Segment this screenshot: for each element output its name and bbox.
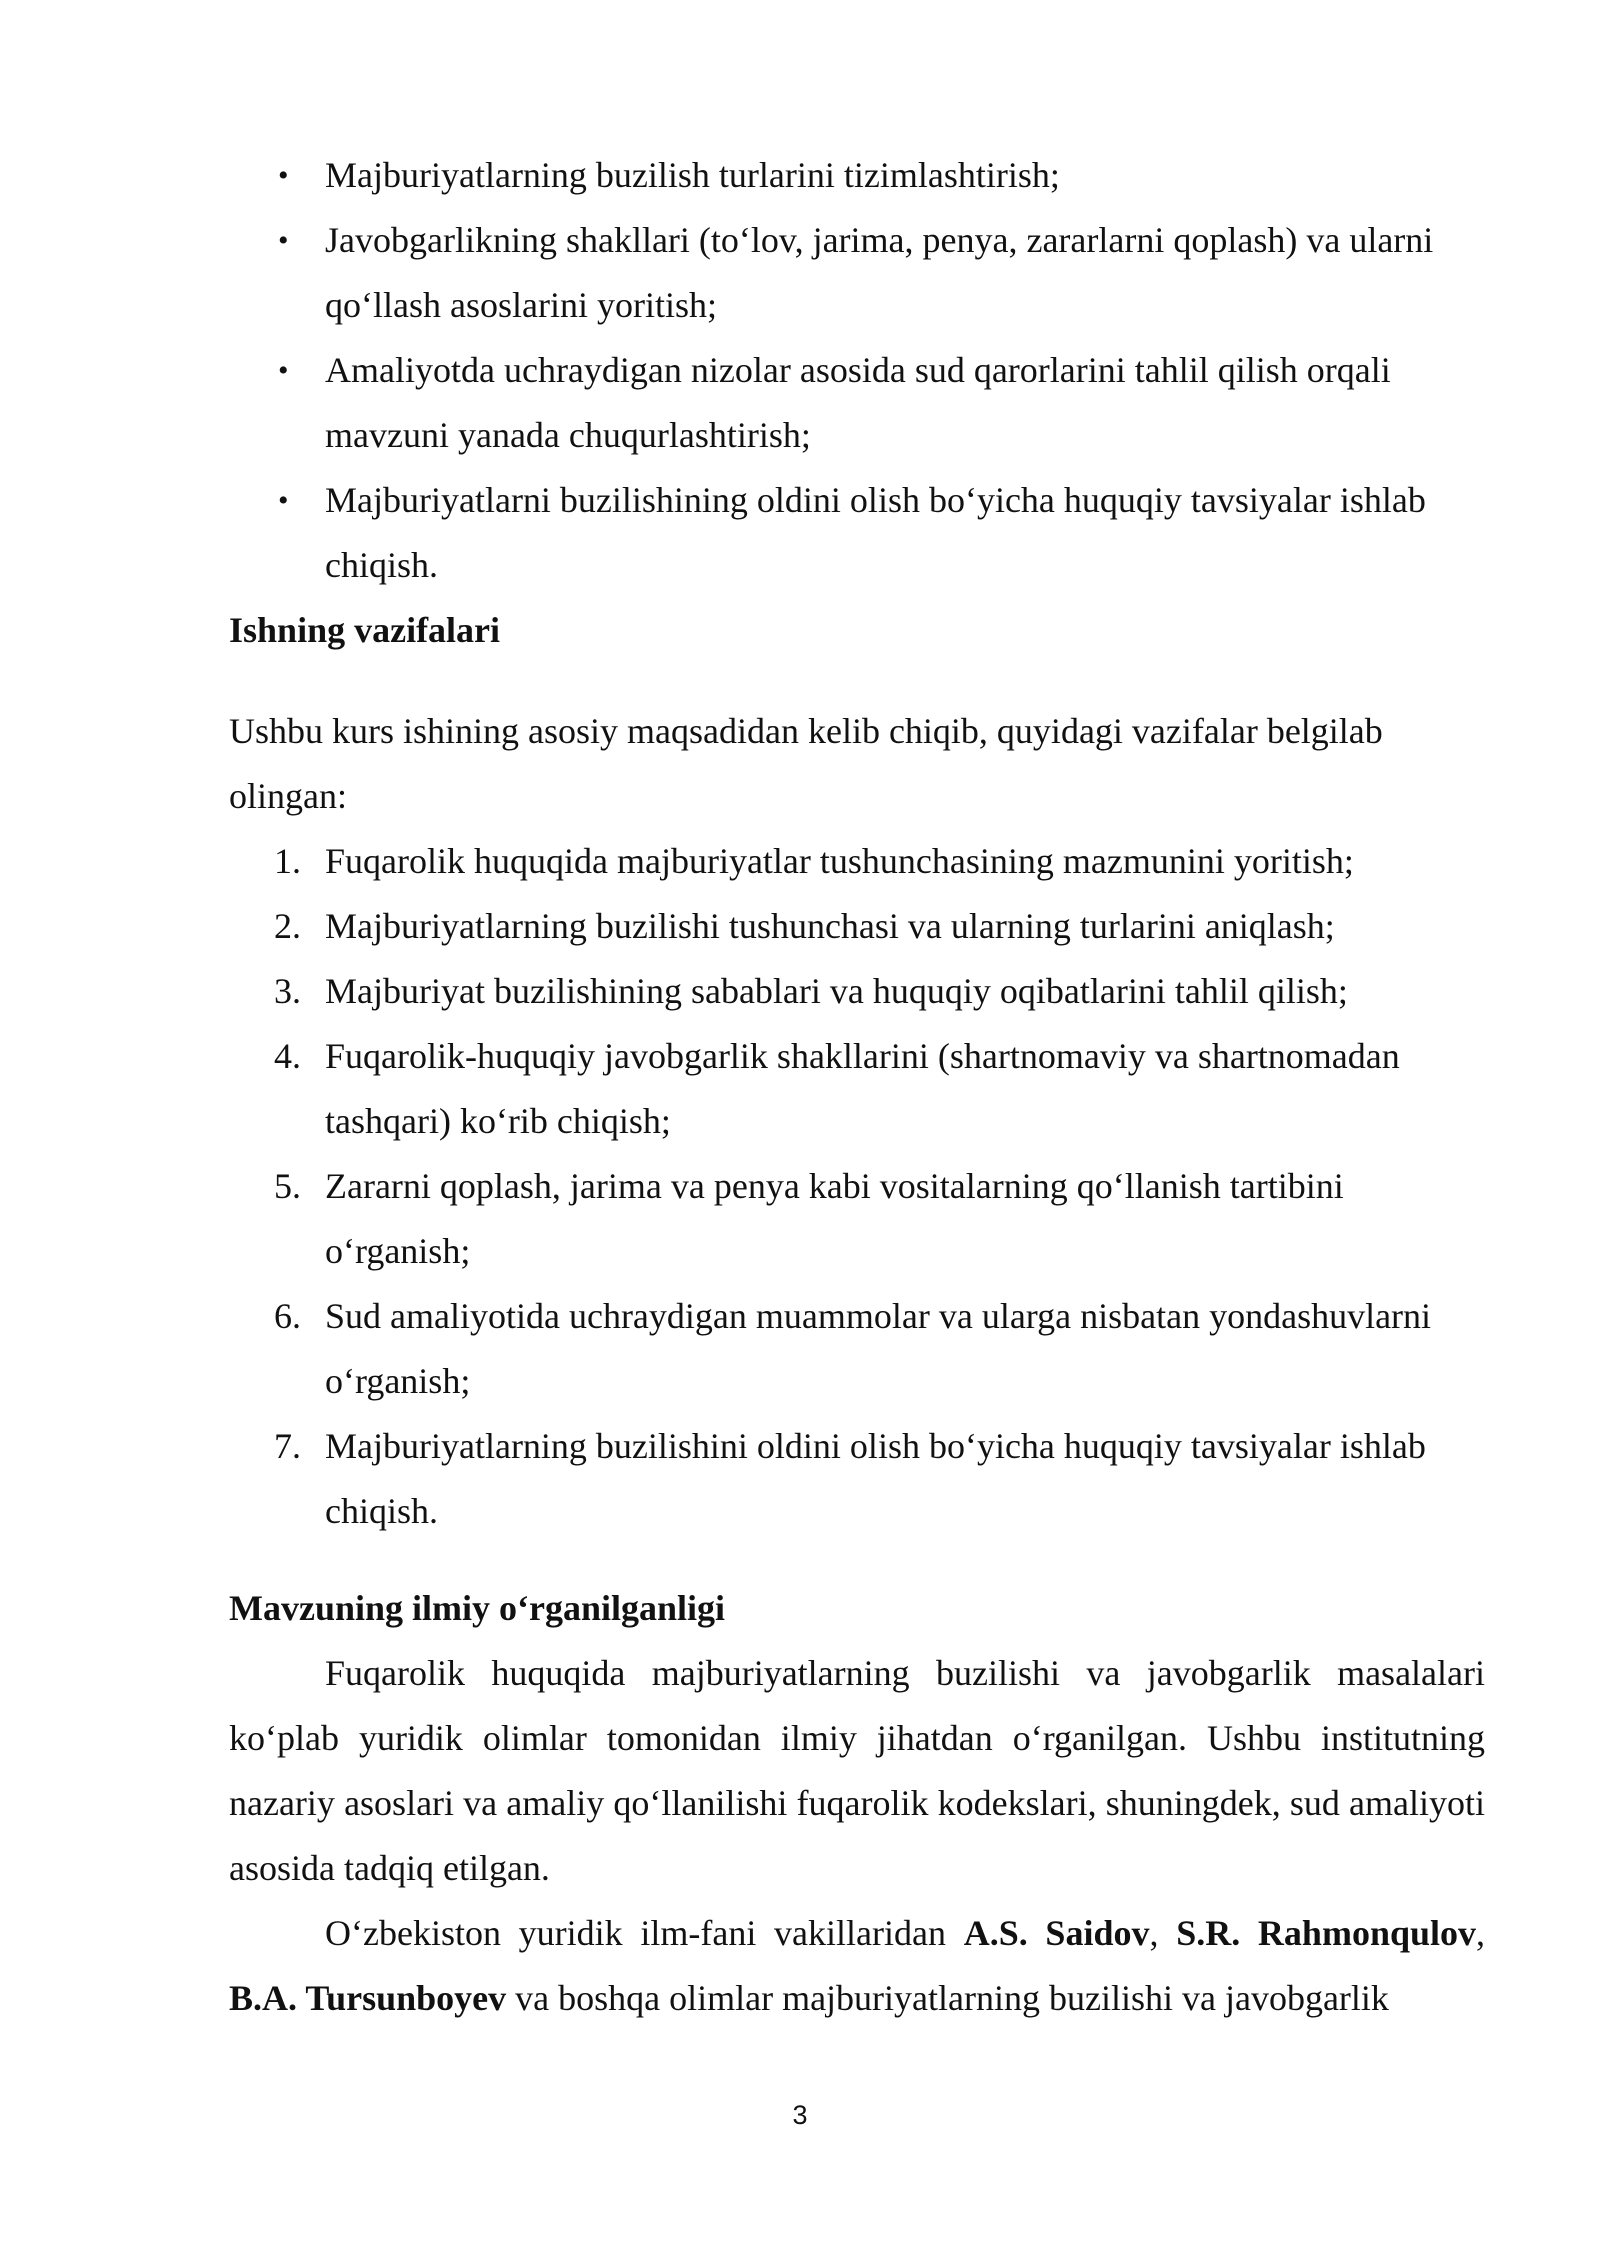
task-text: Zararni qoplash, jarima va penya kabi vositalarning qo‘llanish tartibini o‘rganish; bbox=[325, 1166, 1344, 1271]
tasks-intro-paragraph: Ushbu kurs ishining asosiy maqsadidan kelib chiqib, quyidagi vazifalar belgilab olingan: bbox=[229, 711, 1383, 816]
list-item bbox=[229, 894, 1485, 959]
paragraph-text: va boshqa olimlar majburiyatlarning buzilishi va javobgarlik bbox=[506, 1978, 1389, 2018]
study-paragraph-1: Fuqarolik huquqida majburiyatlarning buzilishi va javobgarlik masalalari ko‘plab yuridik olimlar tomonidan ilmiy jihatdan o‘rganilgan. Ushbu institutning nazariy asoslari va amaliy qo‘llanilishi fuqarolik kodekslari, shuningdek, sud amaliyoti asosida tadqiq etilgan. bbox=[229, 1653, 1485, 1888]
bullet-icon: • bbox=[278, 159, 289, 192]
goals-bullet-list bbox=[229, 143, 1485, 598]
separator: , bbox=[1476, 1913, 1486, 1953]
page-content bbox=[229, 143, 1485, 2031]
author-name: A.S. Saidov bbox=[963, 1913, 1150, 1953]
task-text: Majburiyatlarning buzilishi tushunchasi va ularning turlarini aniqlash; bbox=[325, 906, 1335, 946]
list-item bbox=[229, 959, 1485, 1024]
author-name: S.R. Rahmonqulov bbox=[1176, 1913, 1477, 1953]
list-number: 2. bbox=[274, 906, 301, 946]
list-number: 6. bbox=[274, 1296, 301, 1336]
study-paragraph-2 bbox=[229, 1901, 1485, 2031]
list-item bbox=[229, 1284, 1485, 1414]
task-text: Majburiyatlarning buzilishini oldini olish bo‘yicha huquqiy tavsiyalar ishlab chiqish. bbox=[325, 1426, 1426, 1531]
list-item bbox=[229, 208, 1485, 338]
list-number: 4. bbox=[274, 1036, 301, 1076]
task-text: Fuqarolik huquqida majburiyatlar tushunchasining mazmunini yoritish; bbox=[325, 841, 1354, 881]
section-heading-study: Mavzuning ilmiy o‘rganilganligi bbox=[229, 1588, 726, 1628]
list-number: 1. bbox=[274, 841, 301, 881]
bullet-text: Majburiyatlarni buzilishining oldini olish bo‘yicha huquqiy tavsiyalar ishlab chiqish. bbox=[325, 480, 1426, 585]
list-item bbox=[229, 1414, 1485, 1544]
bullet-icon: • bbox=[278, 484, 289, 517]
task-text: Sud amaliyotida uchraydigan muammolar va ularga nisbatan yondashuvlarni o‘rganish; bbox=[325, 1296, 1432, 1401]
list-item bbox=[229, 468, 1485, 598]
list-number: 3. bbox=[274, 971, 301, 1011]
list-number: 5. bbox=[274, 1166, 301, 1206]
tasks-numbered-list bbox=[229, 829, 1485, 1544]
list-item bbox=[229, 1024, 1485, 1154]
page-number: 3 bbox=[792, 2100, 808, 2130]
bullet-icon: • bbox=[278, 354, 289, 387]
list-number: 7. bbox=[274, 1426, 301, 1466]
paragraph-text: O‘zbekiston yuridik ilm-fani vakillaridan bbox=[325, 1913, 964, 1953]
separator: , bbox=[1149, 1913, 1177, 1953]
author-name: B.A. Tursunboyev bbox=[229, 1978, 507, 2018]
list-item bbox=[229, 338, 1485, 468]
bullet-text: Javobgarlikning shakllari (to‘lov, jarima, penya, zararlarni qoplash) va ularni qo‘llash asoslarini yoritish; bbox=[325, 220, 1434, 325]
list-item bbox=[229, 1154, 1485, 1284]
list-item bbox=[229, 143, 1485, 208]
list-item bbox=[229, 829, 1485, 894]
bullet-text: Majburiyatlarning buzilish turlarini tizimlashtirish; bbox=[325, 155, 1060, 195]
section-heading-tasks: Ishning vazifalari bbox=[229, 610, 501, 650]
task-text: Majburiyat buzilishining sabablari va huquqiy oqibatlarini tahlil qilish; bbox=[325, 971, 1348, 1011]
bullet-icon: • bbox=[278, 224, 289, 257]
bullet-text: Amaliyotda uchraydigan nizolar asosida sud qarorlarini tahlil qilish orqali mavzuni yanada chuqurlashtirish; bbox=[325, 350, 1391, 455]
task-text: Fuqarolik-huquqiy javobgarlik shakllarini (shartnomaviy va shartnomadan tashqari) ko‘rib chiqish; bbox=[325, 1036, 1400, 1141]
